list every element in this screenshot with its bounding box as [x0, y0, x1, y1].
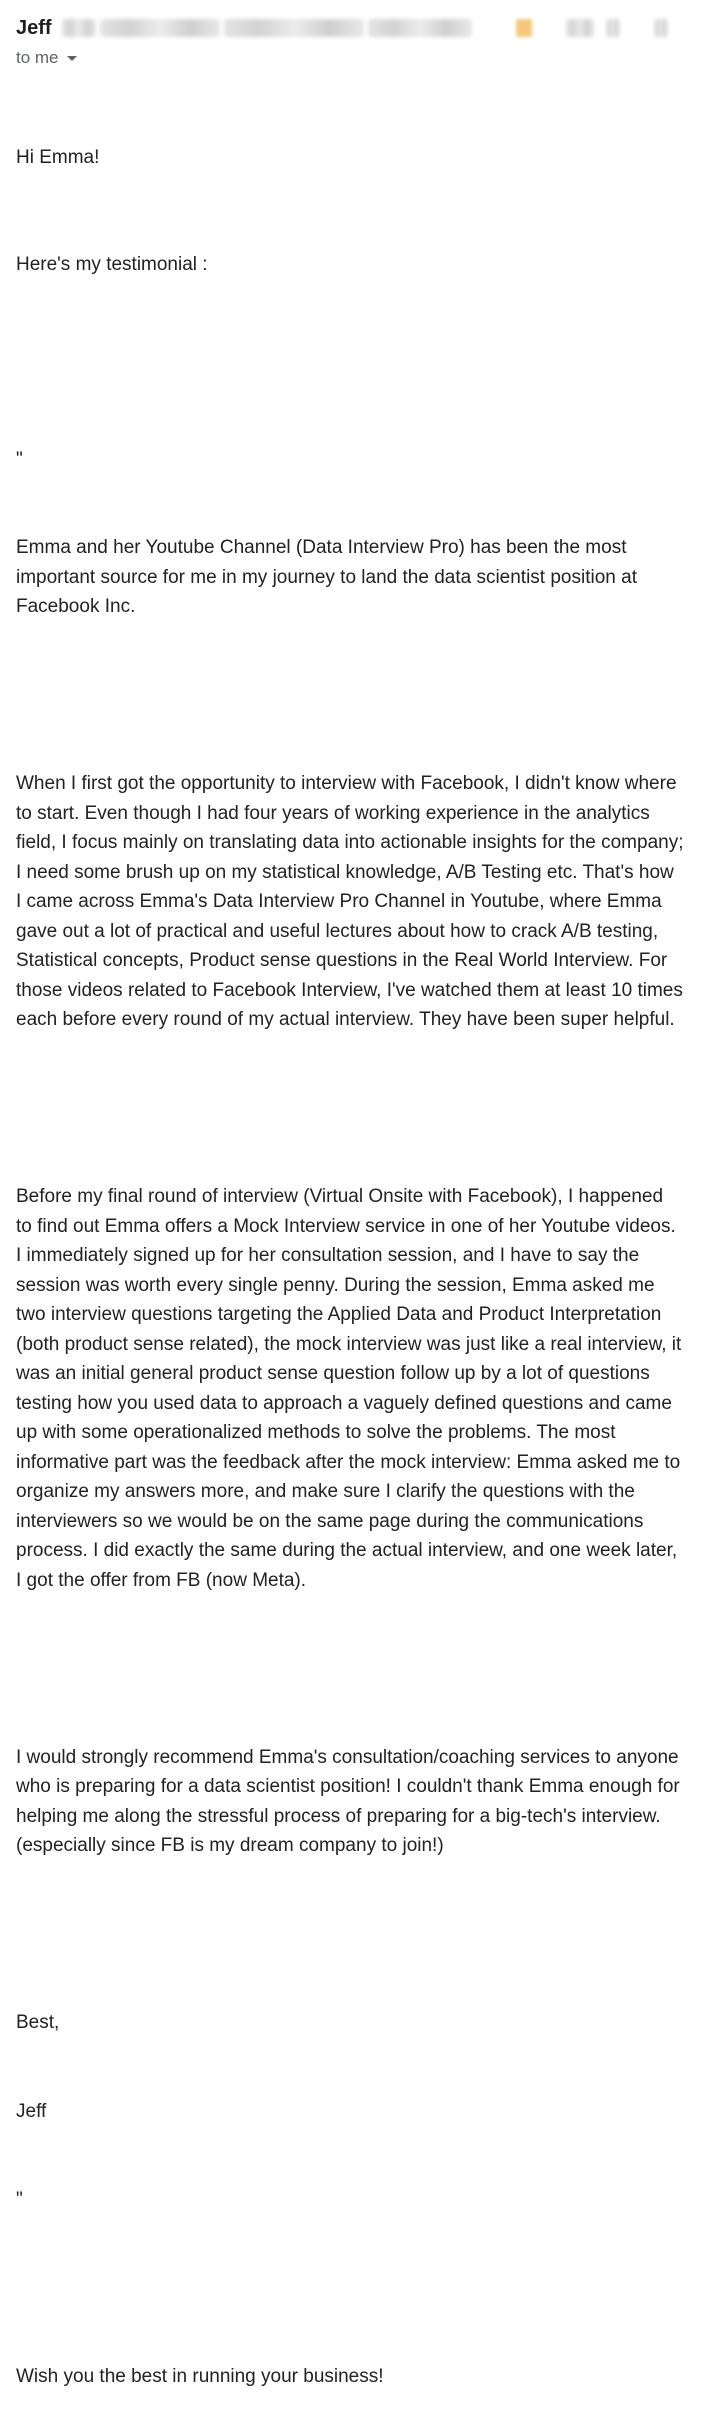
email-closing: Best, [16, 2012, 60, 2033]
email-body [16, 84, 689, 2421]
sender-row [16, 14, 685, 42]
recipient-label: to me [16, 48, 59, 67]
email-final-wish: Wish you the best in running your business! [16, 2366, 384, 2387]
testimonial-paragraph: Before my final round of interview (Virtual Onsite with Facebook), I happened to find out Emma offers a Mock Interview service in one of her Youtube videos. I immediately signed up for her consultation session, and I have to say the session was worth every single penny. During the session, Emma asked me two interview questions targeting the Applied Data and Product Interpretation (both product sense related), the mock interview was just like a real interview, it was an initial general product sense question follow up by a lot of questions testing how you used data to approach a vaguely defined questions and came up with some operationalized methods to solve the problems. The most informative part was the feedback after the mock interview: Emma asked me to organize my answers more, and make sure I clarify the questions with the interviewers so we would be on the same page during the communications process. I did exactly the same during the actual interview, and one week later, I got the offer from FB (now Meta). [16, 1186, 687, 1591]
testimonial-paragraph: Emma and her Youtube Channel (Data Interview Pro) has been the most important source for me in my journey to land the data scientist position at Facebook Inc. [16, 537, 643, 617]
recipient-toggle[interactable] [16, 46, 685, 70]
blank-line [16, 681, 684, 711]
blank-line [16, 2274, 684, 2304]
redacted-block [62, 19, 96, 37]
quote-close-mark: " [16, 2189, 23, 2210]
redacted-sender-details [62, 17, 668, 39]
blank-line [16, 1094, 684, 1124]
email-intro: Here's my testimonial : [16, 253, 208, 275]
email-signature: Jeff [16, 2100, 47, 2122]
email-greeting: Hi Emma! [16, 147, 100, 168]
blank-line [16, 1654, 684, 1684]
testimonial-paragraph: I would strongly recommend Emma's consultation/coaching services to anyone who is preparing for a data scientist position! I couldn't thank Emma enough for helping me along the stressful process of preparing for a big-tech's interview. (especially since FB is my dream company to join!) [16, 1746, 686, 1856]
redacted-block [606, 19, 620, 37]
sender-name[interactable]: Jeff [16, 16, 52, 39]
blank-line [16, 356, 684, 386]
testimonial-paragraph: When I first got the opportunity to interview with Facebook, I didn't know where to start. Even though I had four years of working experience in the analytics field, I focus mainly on translating data into actionable insights for the company; I need some brush up on my statistical knowledge, A/B Testing etc. That's how I came across Emma's Data Interview Pro Channel in Youtube, where Emma gave out a lot of practical and useful lectures about how to crack A/B testing, Statistical concepts, Product sense questions in the Real World Interview. For those videos related to Facebook Interview, I've watched them at least 10 times each before every round of my actual interview. They have been super helpful. [16, 773, 689, 1030]
redacted-block [100, 19, 220, 37]
quote-open-mark: " [16, 448, 23, 470]
email-header [16, 14, 685, 74]
redacted-block [516, 19, 532, 37]
chevron-down-icon[interactable] [67, 56, 77, 61]
redacted-block [368, 19, 472, 37]
redacted-block [566, 19, 594, 37]
redacted-block [224, 19, 364, 37]
blank-line [16, 1920, 684, 1950]
redacted-block [654, 19, 668, 37]
